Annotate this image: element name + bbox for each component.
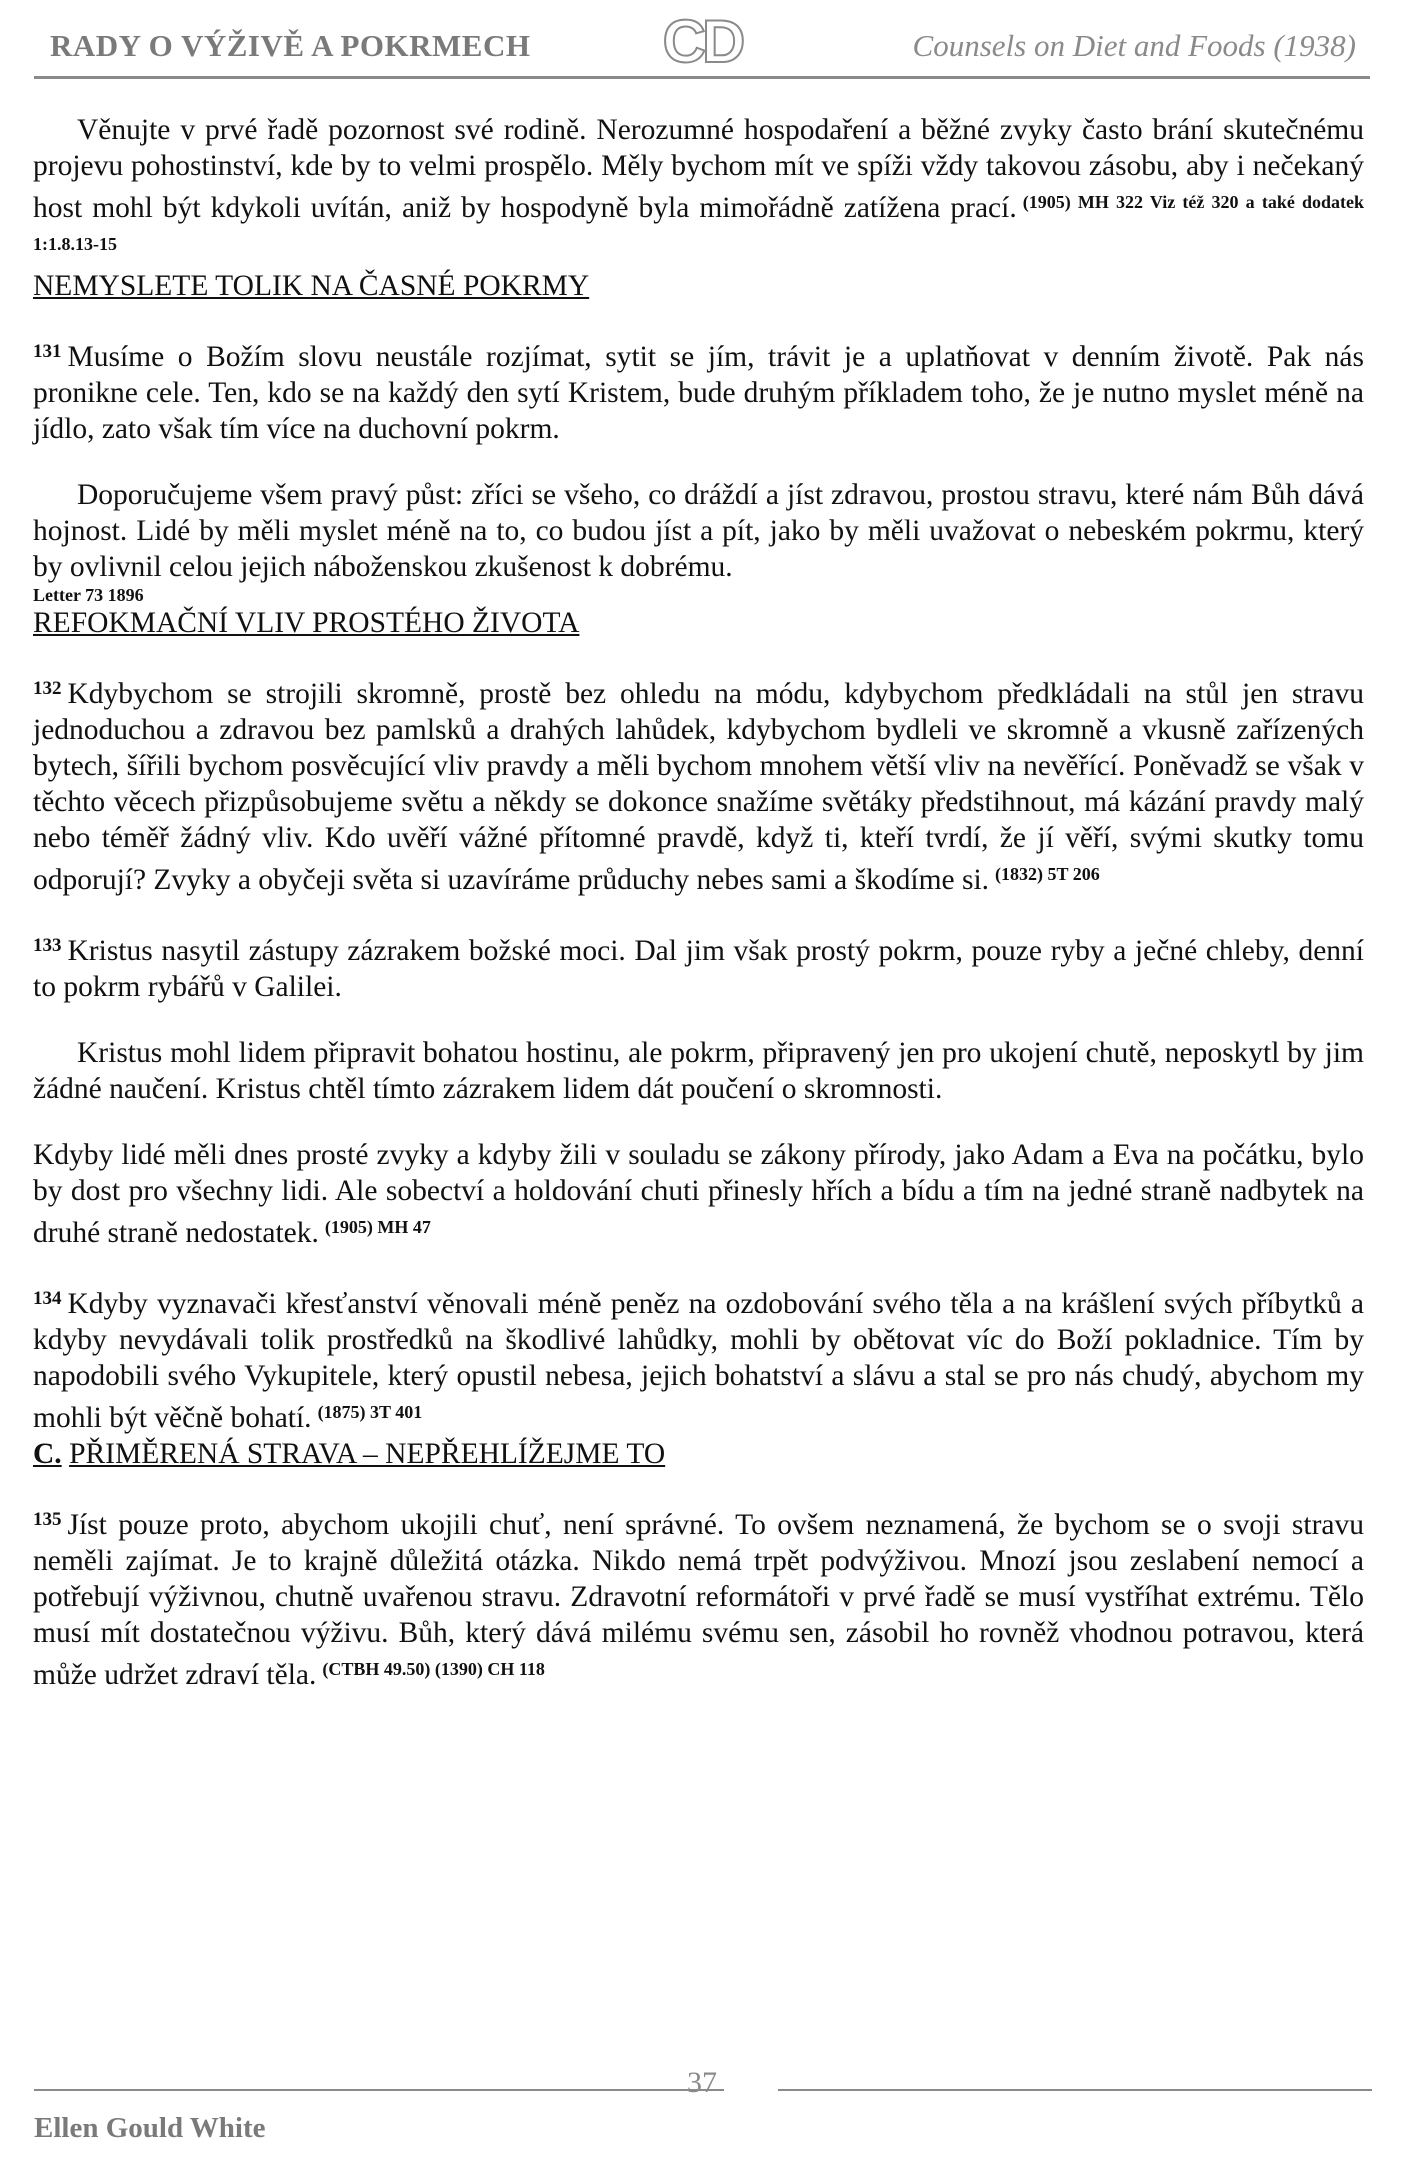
paragraph-133 [33, 928, 1364, 1005]
source-reference: (1905) MH 322 Viz též 320 a také dodatek 1:1.8.13-15 [33, 192, 1364, 254]
header-book-title: RADY O VÝŽIVĚ A POKRMECH [50, 28, 531, 63]
page-body [33, 112, 1364, 1693]
paragraph-text: Kdyby vyznavači křesťanství věnovali méně peněz na ozdobování svého těla a na krášlení svých příbytků a kdyby nevydávali tolik prostředků na škodlivé lahůdky, mohli by obětovat víc do Boží pokladnice. Tím by napodobili svého Vykupitele, který opustil nebesa, jejich bohatství a slávu a stal se pro nás chudý, abychom my mohli být věčně bohatí. [33, 1288, 1364, 1434]
paragraph-feast [33, 1035, 1364, 1107]
paragraph-number: 133 [33, 935, 62, 956]
source-reference-letter: Letter 73 1896 [33, 585, 144, 605]
paragraph-number: 131 [33, 341, 62, 362]
paragraph-135 [33, 1502, 1364, 1693]
header-english-title: Counsels on Diet and Foods (1938) [912, 28, 1356, 63]
paragraph-132 [33, 671, 1364, 898]
section-heading-food: NEMYSLETE TOLIK NA ČASNÉ POKRMY [33, 270, 590, 302]
paragraph-hospitality [33, 112, 1364, 268]
paragraph-number: 132 [33, 678, 62, 699]
section-heading-simple-life: REFOKMAČNÍ VLIV PROSTÉHO ŽIVOTA [33, 607, 580, 639]
source-reference: (1905) MH 47 [324, 1217, 431, 1237]
paragraph-fasting [33, 477, 1364, 585]
page-header [34, 8, 1370, 79]
paragraph-text: Věnujte v prvé řadě pozornost své rodině. Nerozumné hospodaření a běžné zvyky často brání skutečnému projevu pohostinství, kde by to velmi prospělo. Měly bychom mít ve spíži vždy takovou zásobu, aby i nečekaný host mohl být kdykoli uvítán, aniž by hospodyně byla mimořádně zatížena prací. [33, 114, 1364, 224]
paragraph-131 [33, 334, 1364, 447]
paragraph-text: Kristus nasytil zástupy zázrakem božské moci. Dal jim však prostý pokrm, pouze ryby a ječné chleby, denní to pokrm rybářů v Galilei. [33, 935, 1364, 1003]
section-letter: C. [33, 1438, 62, 1470]
footer-rule-right [778, 2089, 1372, 2091]
paragraph-text: Jíst pouze proto, abychom ukojili chuť, není správné. To ovšem neznamená, že bychom se o svoji stravu neměli zajímat. Je to krajně důležitá otázka. Nikdo nemá trpět podvýživou. Mnozí jsou zeslabení nemocí a potřebují výživnou, chutně uvařenou stravu. Zdravotní reformátoři v prvé řadě se musí vystříhat extrému. Tělo musí mít dostatečnou výživu. Bůh, který dává milému svému sen, zásobil ho rovněž vhodnou potravou, která může udržet zdraví těla. [33, 1509, 1364, 1691]
source-reference: (1875) 3T 401 [317, 1402, 423, 1422]
cd-logo: CD [662, 8, 742, 75]
source-reference: (CTBH 49.50) (1390) CH 118 [322, 1659, 545, 1679]
paragraph-text: Kdyby lidé měli dnes prosté zvyky a kdyby žili v souladu se zákony přírody, jako Adam a Eva na počátku, bylo by dost pro všechny lidi. Ale sobectví a holdování chuti přinesly hřích a bídu a tím na jedné straně nadbytek na druhé straně nedostatek. [33, 1139, 1364, 1249]
paragraph-134 [33, 1281, 1364, 1436]
paragraph-text: Kristus mohl lidem připravit bohatou hostinu, ale pokrm, připravený jen pro ukojení chutě, neposkytl by jim žádné naučení. Kristus chtěl tímto zázrakem lidem dát poučení o skromnosti. [33, 1037, 1364, 1105]
page-number: 37 [687, 2066, 717, 2099]
paragraph-text: Kdybychom se strojili skromně, prostě bez ohledu na módu, kdybychom předkládali na stůl jen stravu jednoduchou a zdravou bez pamlsků a drahých lahůdek, kdybychom bydleli ve skromně a vkusně zařízených bytech, šířili bychom posvěcující vliv pravdy a měli bychom mnohem větší vliv na nevěřící. Poněvadž se však v těchto věcech přizpůsobujeme světu a někdy se dokonce snažíme světáky předstihnout, má kázání pravdy malý nebo téměř žádný vliv. Kdo uvěří vážné přítomné pravdě, když ti, kteří tvrdí, že jí věří, svými skutky tomu odporují? Zvyky a obyčeji světa si uzavíráme průduchy nebes sami a škodíme si. [33, 678, 1364, 896]
paragraph-text: Doporučujeme všem pravý půst: zříci se všeho, co dráždí a jíst zdravou, prostou stravu, které nám Bůh dává hojnost. Lidé by měli myslet méně na to, co budou jíst a pít, jako by měli uvažovat o nebeském pokrmu, který by ovlivnil celou jejich náboženskou zkušenost k dobrému. [33, 479, 1364, 583]
paragraph-number: 134 [33, 1288, 62, 1309]
section-heading-adequate-diet [33, 1436, 1364, 1472]
footer-author: Ellen Gould White [34, 2112, 266, 2144]
paragraph-adam-eve [33, 1137, 1364, 1251]
paragraph-number: 135 [33, 1509, 62, 1530]
section-heading-text: PŘIMĚRENÁ STRAVA – NEPŘEHLÍŽEJME TO [69, 1438, 666, 1470]
paragraph-text: Musíme o Božím slovu neustále rozjímat, sytit se jím, trávit je a uplatňovat v denním životě. Pak nás pronikne cele. Ten, kdo se na každý den sytí Kristem, bude druhým příkladem toho, že je nutno myslet méně na jídlo, zato však tím více na duchovní pokrm. [33, 341, 1364, 445]
source-reference: (1832) 5T 206 [995, 864, 1100, 884]
